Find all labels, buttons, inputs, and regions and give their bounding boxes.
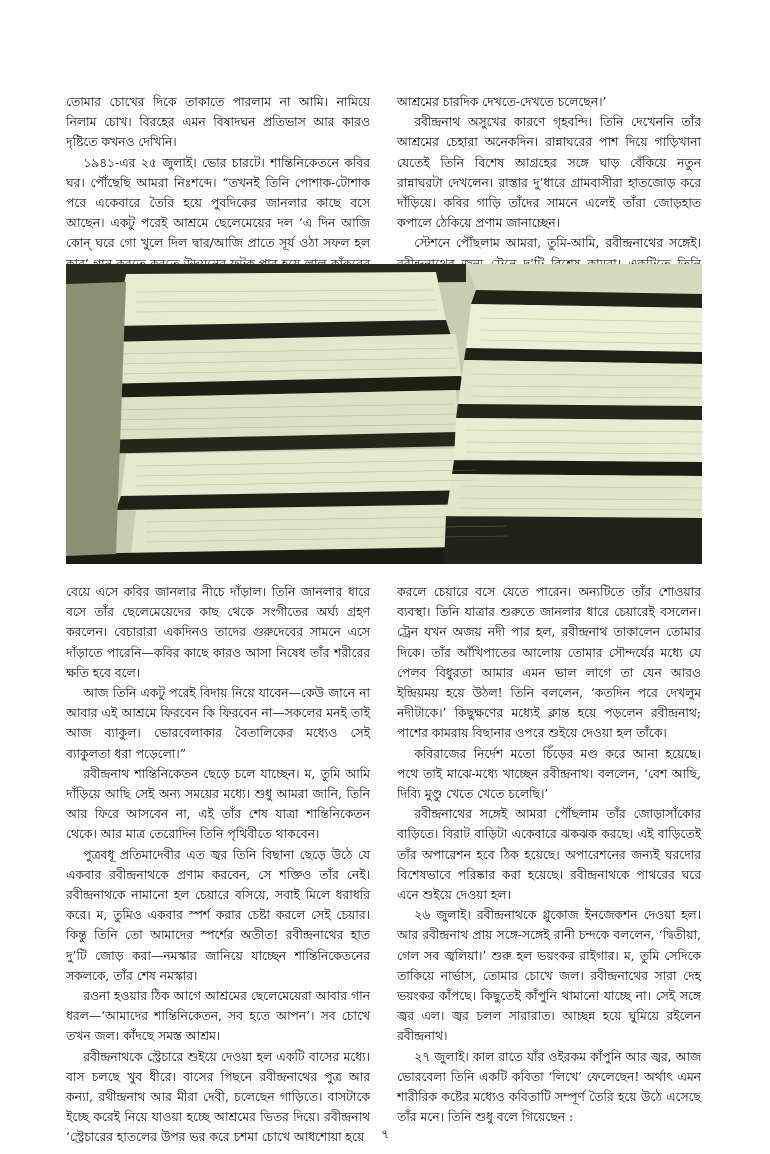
books-stack-photo [66,264,702,564]
paragraph: পুত্রবধূ প্রতিমাদেবীর এত জ্বর তিনি বিছানা ছেড়ে উঠে যে একবার রবীন্দ্রনাথকে প্রণাম করবেন, সে শক্তিও তাঁর নেই। রবীন্দ্রনাথকে নামানো হল চেয়ারে বসিয়ে, সবাই মিলে ধরাধরি করে। ম, তুমিও একবার স্পর্শ করার চেষ্টা করলে সেই চেয়ার। কিন্তু তিনি তো আমাদের স্পর্শের অতীত! রবীন্দ্রনাথের হাত দু’টি জোড় করা—নমস্কার জানিয়ে যাচ্ছেন শান্তিনিকেতনের সকলকে, তাঁর শেষ নমস্কার। [66,847,370,983]
paragraph: স্টেশনে পৌঁছলাম আমরা, তুমি-আমি, রবীন্দ্রনাথের সঙ্গেই। [414,236,701,251]
paragraph: আশ্রমের চারদিক দেখতে-দেখতে চলেছেন।’ [397,95,607,109]
paragraph: রবীন্দ্রনাথ অসুখের কারণে গৃহবন্দি। তিনি দেখেননি তাঁর আশ্রমের চেহারা অনেকদিন। রান্নাঘরের পাশ দিয়ে গাড়িখানা যেতেই তিনি বিশেষ আগ্রহের সঙ্গে ঘাড় বেঁকিয়ে নতুন রান্নাঘরটা দেখলেন। রাস্তার দু’ধারে গ্রামবাসীরা হাতজোড় করে দাঁড়িয়ে। কবির গাড়ি তাঁদের সামনে এলেই তাঁরা জোড়হাত কপালে ঠেকিয়ে প্রণাম জানাচ্ছেন। [397,115,701,231]
book-stack-right [444,264,702,564]
column-top-left [66,92,370,252]
column-bottom-right [397,582,701,1125]
page-number: ৭ [381,1127,389,1141]
column-top-right [397,92,701,252]
paragraph: করলে চেয়ারে বসে যেতে পারেন। অন্যটিতে তাঁর শোওয়ার ব্যবস্থা। তিনি যাত্রার শুরুতে জানলার ধারে চেয়ারেই বসলেন। ট্রেন যখন অজয় নদী পার হল, রবীন্দ্রনাথ তাকালেন তোমার দিকে। তাঁর আঁখিপাতের আলোয় তোমার সৌন্দর্যের মধ্যে যে পেলব বিধুরতা আমার এমন ভাল লাগে তা যেন আরও ইন্দ্রিয়ময় হয়ে উঠল! তিনি বললেন, ‘কতদিন পরে দেখলুম নদীটাকে।’ কিছুক্ষণের মধ্যেই ক্লান্ত হয়ে পড়লেন রবীন্দ্রনাথ; পাশের কামরায় বিছানার ওপরে শুইয়ে দেওয়া হল তাঁকে। [397,585,701,741]
paragraph: ১৯৪১-এর ২৫ জুলাই। ভোর চারটে। শান্তিনিকেতনে কবির ঘর। পৌঁছেছি আমরা নিঃশব্দে। “তখনই তিনি পোশাক-টোশাক পরে একেবারে তৈরি হয়ে পুবদিকের জানলার কাছে বসে আছেন। একটু পরেই আশ্রমে ছেলেমেয়ের দল ‘এ দিন আজি কোন্ ঘরে গো খুলে দিল দ্বার/আজি প্রাতে সূর্য ওঠা সফল হল [66,155,370,251]
paragraph: ২৬ জুলাই। রবীন্দ্রনাথকে গ্লুকোজ ইনজেকশন দেওয়া হল। আর রবীন্দ্রনাথ প্রায় সঙ্গে-সঙ্গেই রানী চন্দকে বললেন, ‘দ্বিতীয়া, গেল সব জ্বলিয়া।’ শুরু হল ভয়ংকর রাইগার। ম, তুমি সেদিকে তাকিয়ে নার্ভাস, তোমার চোখে জল। রবীন্দ্রনাথের সারা দেহ ভয়ংকর কাঁপছে। কিছুতেই কাঁপুনি থামানো যাচ্ছে না। সেই সঙ্গে জ্বর এল। জ্বর চলল সারারাত। আচ্ছন্ন হয়ে ঘুমিয়ে রইলেন রবীন্দ্রনাথ। [397,908,701,1044]
paragraph: আজ তিনি একটু পরেই বিদায় নিয়ে যাবেন—কেউ জানে না আবার এই আশ্রমে ফিরবেন কি ফিরবেন না—সকলের মনই তাই আজ ব্যাকুল। ভোরবেলাকার বৈতালিকের মধ্যেও সেই ব্যাকুলতা ধরা পড়েলো।” [66,686,370,761]
paragraph: তোমার চোখের দিকে তাকাতে পারলাম না আমি। নামিয়ে নিলাম চোখ। বিরহের এমন বিষাদঘন প্রতিভাস আর কারও দৃষ্টিতে কখনও দেখিনি। [66,95,370,150]
paragraph: রবীন্দ্রনাথ শান্তিনিকেতন ছেড়ে চলে যাচ্ছেন। ম, তুমি আমি দাঁড়িয়ে আছি সেই অন্য সময়ের মধ্যে। শুধু আমরা জানি, তিনি আর ফিরে আসবেন না, এই তাঁর শেষ যাত্রা শান্তিনিকেতন থেকে। আর মাত্র তেরোদিন তিনি পৃথিবীতে থাকবেন। [66,766,370,842]
paragraph: রবীন্দ্রনাথের সঙ্গেই আমরা পৌঁছলাম তাঁর জোড়াসাঁকোর বাড়িতে। বিরাট বাড়িটা একেবারে ঝকঝক করছে। এই বাড়িতেই তাঁর অপারেশন হবে ঠিক হয়েছে। অপারেশনের জন্যই ঘরদোর বিশেষভাবে পরিষ্কার করা হয়েছে। রবীন্দ্রনাথকে পাথরের ঘরে এনে শুইয়ে দেওয়া হল। [397,807,701,903]
paragraph: রবীন্দ্রনাথকে স্ট্রেচারে শুইয়ে দেওয়া হল একটি বাসের মধ্যে। বাস চলছে খুব ধীরে। বাসের পিছনে রবীন্দ্রনাথের পুত্র আর কন্যা, রথীন্দ্রনাথ আর মীরা দেবী, চলেছেন গাড়িতে। বাসটাকে ইচ্ছে করেই নিয়ে যাওয়া হচ্ছে আশ্রমের ভিতর দিয়ে। রবীন্দ্রনাথ ‘স্ট্রেচারের হাতলের উপর ভর করে চশমা চোখে আধশোয়া হয়ে [66,1049,370,1145]
paragraph: ২৭ জুলাই। কাল রাতে যাঁর ওইরকম কাঁপুনি আর জ্বর, আজ ভোরবেলা তিনি একটি কবিতা ‘লিখে’ ফেলেছেন! অর্থাৎ এমন শারীরিক কষ্টের মধ্যেও কবিতাটি সম্পূর্ণ তৈরি হয়ে উঠে এসেছে তাঁর মনে। তিনি শুধু বলে গিয়েছেন : [397,1049,701,1125]
books-stack-illustration [66,264,702,564]
paragraph: কবিরাজের নির্দেশ মতো চিঁড়ের মণ্ড করে আনা হয়েছে। পথে তাই মাঝে-মধ্যে খাচ্ছেন রবীন্দ্রনাথ। বললেন, ‘বেশ আছি, দিব্যি মুণ্ডু খেতে খেতে চলেছি।’ [397,746,701,802]
paragraph: বেয়ে এসে কবির জানলার নীচে দাঁড়াল। তিনি জানলার ধারে বসে তাঁর ছেলেমেয়েদের কাছ থেকে সংগীতের অর্ঘ্য গ্রহণ করলেন। বেচারারা একদিনও তাদের গুরুদেবের সামনে এসে দাঁড়াতে পারেনি—কবির কাছে কারও আসা নিষেধ তাঁর শরীরের ক্ষতি হবে বলে। [66,585,370,680]
column-bottom-left [66,582,370,1145]
paragraph: রওনা হওয়ার ঠিক আগে আশ্রমের ছেলেমেয়েরা আবার গান ধরল—‘আমাদের শান্তিনিকেতন, সব হতে আপন’। সব চোখে তখন জল। কাঁদছে সমস্ত আশ্রম। [66,989,370,1044]
